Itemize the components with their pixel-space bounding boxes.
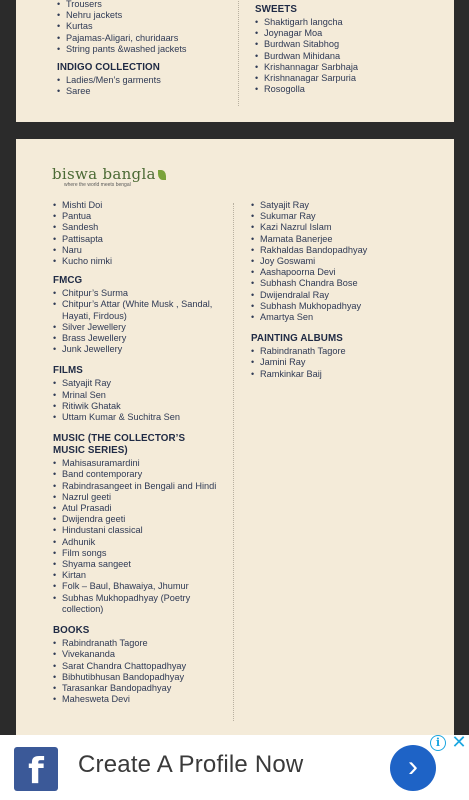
list-item: • Krishnanagar Sarpuria (255, 73, 445, 84)
list-item: • Sarat Chandra Chattopadhyay (53, 661, 233, 672)
list-item: • Ladies/Men’s garments (57, 75, 242, 86)
ad-headline[interactable]: Create A Profile Now (78, 751, 304, 778)
page2-right-column (251, 200, 446, 380)
list-item: • Adhunik (53, 537, 233, 548)
list-item: • Kucho nimki (53, 256, 233, 267)
list-item: • Sandesh (53, 222, 233, 233)
list-item: • Joy Goswami (251, 256, 446, 267)
list-item: • Pajamas-Aligari, churidaars (57, 33, 242, 44)
list-item: • Ritiwik Ghatak (53, 401, 233, 412)
books-continued-list (251, 200, 446, 323)
list-item: • Naru (53, 245, 233, 256)
list-item: • Kazi Nazrul Islam (251, 222, 446, 233)
list-item: • Chitpur’s Surma (53, 288, 233, 299)
list-item: • Subhash Mukhopadhyay (251, 301, 446, 312)
info-icon[interactable]: i (430, 735, 446, 751)
list-item: • Satyajit Ray (251, 200, 446, 211)
logo-wordmark: biswa bangla (52, 165, 156, 183)
column-divider (233, 203, 234, 721)
list-item: • Trousers (57, 0, 242, 10)
fmcg-list (53, 288, 233, 355)
facebook-icon[interactable]: f (14, 747, 58, 791)
page1-right-column (255, 0, 445, 95)
list-item: • Subhas Mukhopadhyay (Poetry collection) (53, 593, 233, 615)
music-list (53, 458, 233, 615)
list-item: • Atul Prasadi (53, 503, 233, 514)
list-item: • Rakhaldas Bandopadhyay (251, 245, 446, 256)
ad-banner[interactable] (0, 732, 469, 800)
books-list (53, 638, 233, 705)
sweets-list (255, 17, 445, 95)
list-item: • Joynagar Moa (255, 28, 445, 39)
list-item: • Pantua (53, 211, 233, 222)
garment-list (57, 0, 242, 55)
list-item: • Mahesweta Devi (53, 694, 233, 705)
list-item: • Burdwan Mihidana (255, 51, 445, 62)
list-item: • Dwijendra geeti (53, 514, 233, 525)
list-item: • Pattisapta (53, 234, 233, 245)
list-item: • Folk – Baul, Bhawaiya, Jhumur (53, 581, 233, 592)
list-item: • Tarasankar Bandopadhyay (53, 683, 233, 694)
list-item: • Saree (57, 86, 242, 97)
list-item: • Kirtan (53, 570, 233, 581)
list-item: • Shaktigarh langcha (255, 17, 445, 28)
close-icon[interactable]: ✕ (451, 732, 467, 752)
document-page-1 (16, 0, 454, 122)
list-item: • Silver Jewellery (53, 322, 233, 333)
list-item: • Subhash Chandra Bose (251, 278, 446, 289)
document-page-2 (16, 139, 454, 735)
list-item: • Brass Jewellery (53, 333, 233, 344)
list-item: • Film songs (53, 548, 233, 559)
list-item: • Sukumar Ray (251, 211, 446, 222)
column-divider (238, 0, 239, 106)
chevron-right-icon[interactable]: › (390, 745, 436, 791)
section-title-films: FILMS (53, 365, 83, 377)
list-item: • Jamini Ray (251, 357, 446, 368)
list-item: • Mrinal Sen (53, 390, 233, 401)
list-item: • Aashapoorna Devi (251, 267, 446, 278)
list-item: • Vivekananda (53, 649, 233, 660)
list-item: • Nazrul geeti (53, 492, 233, 503)
list-item: • Mahisasuramardini (53, 458, 233, 469)
list-item: • Uttam Kumar & Suchitra Sen (53, 412, 233, 423)
list-item: • Shyama sangeet (53, 559, 233, 570)
list-item: • Dwijendralal Ray (251, 290, 446, 301)
sweets-continued-list (53, 200, 233, 267)
list-item: • Krishannagar Sarbhaja (255, 62, 445, 73)
section-title-painting-albums: PAINTING ALBUMS (251, 333, 343, 345)
section-title-fmcg: FMCG (53, 275, 83, 287)
list-item: • String pants &washed jackets (57, 44, 242, 55)
list-item: • Rabindranath Tagore (251, 346, 446, 357)
list-item: • Satyajit Ray (53, 378, 233, 389)
list-item: • Rabindrasangeet in Bengali and Hindi (53, 481, 233, 492)
list-item: • Rosogolla (255, 84, 445, 95)
list-item: • Kurtas (57, 21, 242, 32)
list-item: • Chitpur’s Attar (White Musk , Sandal, Hayati, Firdous) (53, 299, 233, 321)
list-item: • Junk Jewellery (53, 344, 233, 355)
list-item: • Burdwan Sitabhog (255, 39, 445, 50)
list-item: • Hindustani classical (53, 525, 233, 536)
list-item: • Rabindranath Tagore (53, 638, 233, 649)
films-list (53, 378, 233, 423)
list-item: • Mamata Banerjee (251, 234, 446, 245)
section-title-sweets: SWEETS (255, 4, 297, 15)
indigo-list (57, 75, 242, 97)
section-title-indigo: INDIGO COLLECTION (57, 62, 160, 74)
list-item: • Mishti Doi (53, 200, 233, 211)
leaf-icon (158, 170, 166, 180)
list-item: • Bibhutibhusan Bandopadhyay (53, 672, 233, 683)
biswa-bangla-logo (52, 165, 166, 188)
page1-left-column (57, 0, 242, 97)
section-title-music: MUSIC (THE COLLECTOR’S MUSIC SERIES) (53, 433, 186, 457)
painting-albums-list (251, 346, 446, 380)
list-item: • Amartya Sen (251, 312, 446, 323)
list-item: • Ramkinkar Baij (251, 369, 446, 380)
section-title-books: BOOKS (53, 625, 90, 637)
list-item: • Nehru jackets (57, 10, 242, 21)
list-item: • Band contemporary (53, 469, 233, 480)
page2-left-column (53, 200, 233, 705)
logo-tagline: where the world meets bengal (64, 182, 131, 188)
